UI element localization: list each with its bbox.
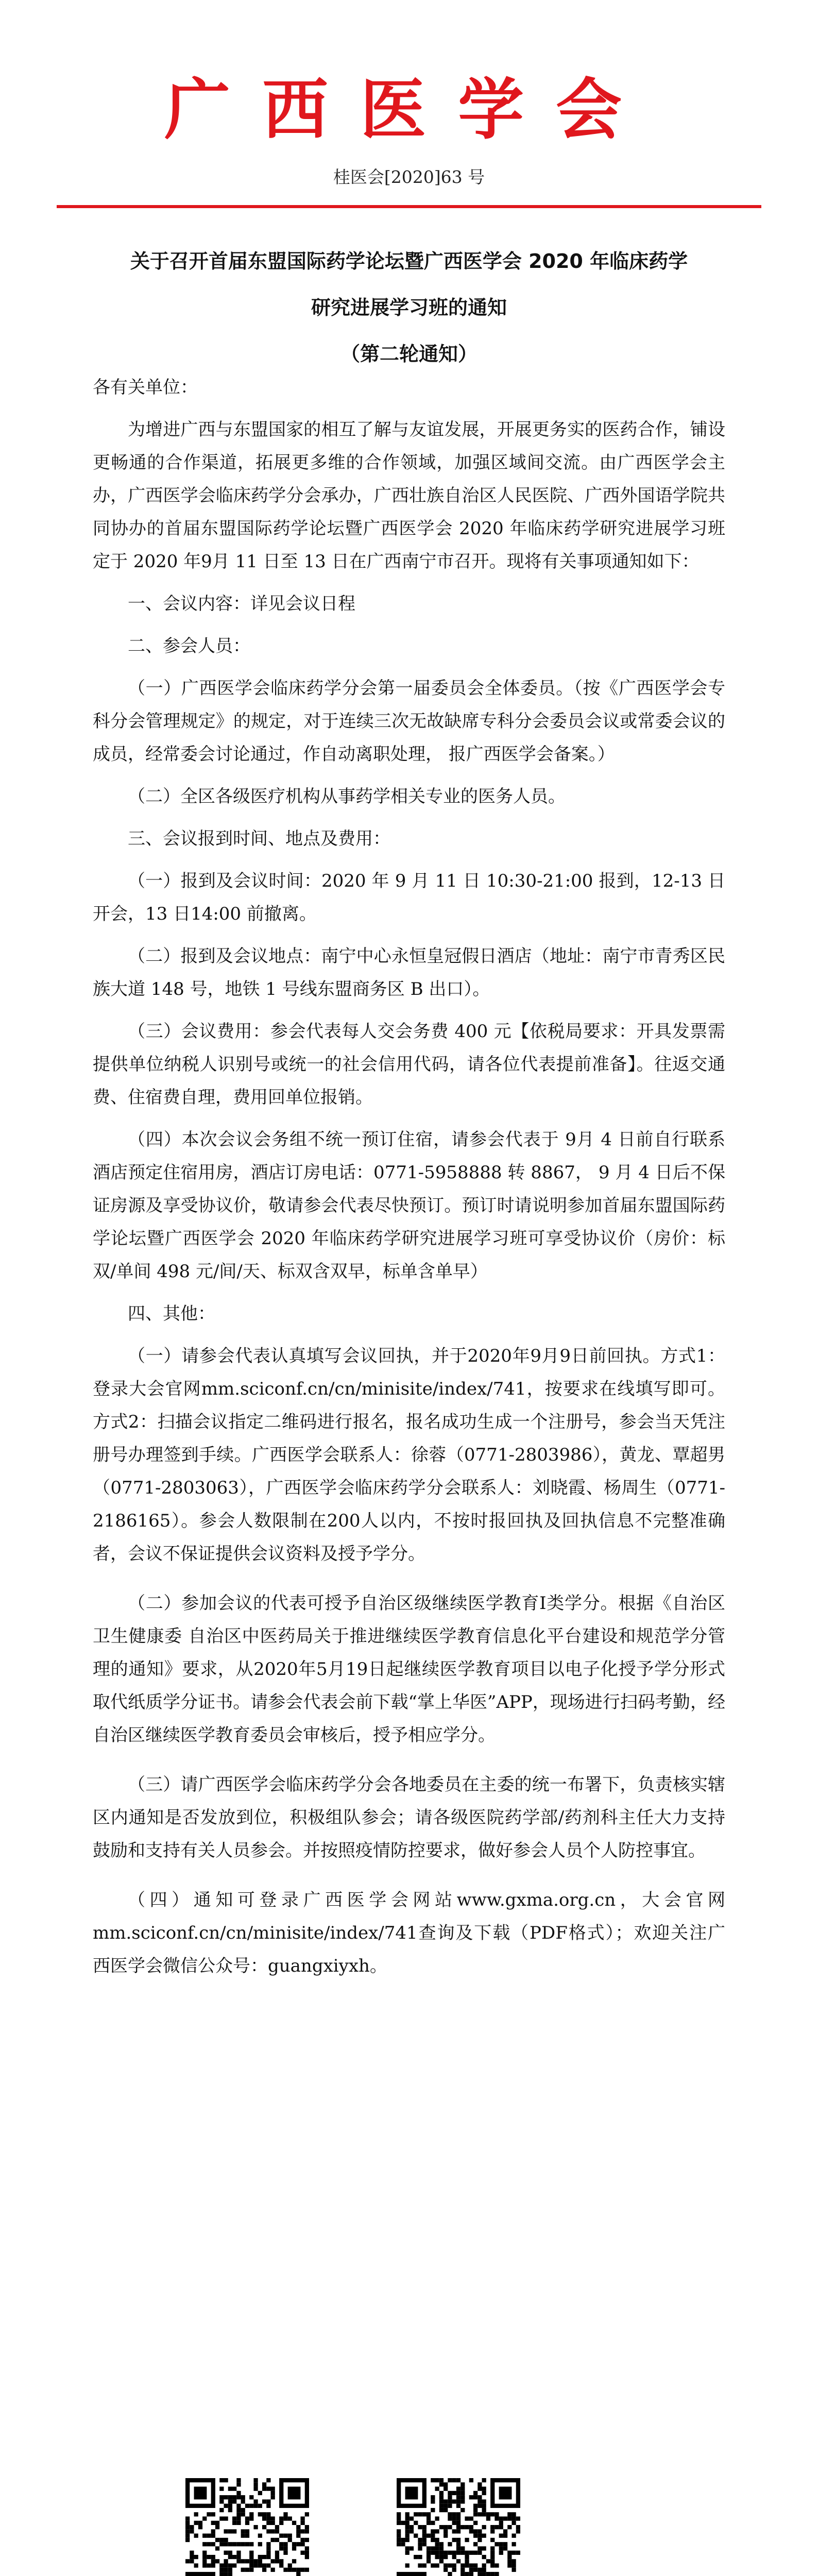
section-3-item-3: （三）会议费用：参会代表每人交会务费 400 元【依税局要求：开具发票需提供单位纳税人识别号或统一的社会信用代码，请各位代表提前准备】。往返交通费、住宿费自理，费用回单位报销。 <box>93 1021 725 1108</box>
red-divider <box>57 205 761 208</box>
section-3-item-1: （一）报到及会议时间：2020 年 9 月 11 日 10:30-21:00 报到，12-13 日开会，13 日14:00 前撤离。 <box>93 871 725 924</box>
title-line-3: （第二轮通知） <box>340 343 478 365</box>
document-number: 桂医会[2020]63 号 <box>333 167 485 187</box>
section-4-item-1: （一）请参会代表认真填写会议回执，并于2020年9月9日前回执。方式1：登录大会官网mm.sciconf.cn/cn/minisite/index/741，按要求在线填写即可。方式2：扫描会议指定二维码进行报名，报名成功生成一个注册号，参会当天凭注册号办理签到手续。广西医学会联系人：徐蓉（0771-2803986），黄龙、覃超男（0771-2803063），广西医学会临床药学分会联系人：刘晓霞、杨周生（0771-2186165）。参会人数限制在200人以内，不按时报回执及回执信息不完整准确者，会议不保证提供会议资料及授予学分。 <box>93 1346 725 1564</box>
title-line-1: 关于召开首届东盟国际药学论坛暨广西医学会 2020 年临床药学 <box>130 250 688 273</box>
wechat-qr-code[interactable] <box>397 2478 520 2576</box>
section-4-heading: 四、其他： <box>128 1303 215 1324</box>
registration-qr-block <box>170 2478 325 2576</box>
section-2-heading: 二、参会人员： <box>128 636 250 656</box>
section-2-item-1: （一）广西医学会临床药学分会第一届委员会全体委员。（按《广西医学会专科分会管理规定》的规定，对于连续三次无故缺席专科分会委员会议或常委会议的成员，经常委会讨论通过，作自动离职处理， 报广西医学会备案。） <box>93 678 725 765</box>
section-4-item-3: （三）请广西医学会临床药学分会各地委员在主委的统一布署下，负责核实辖区内通知是否发放到位，积极组队参会；请各级医院药学部/药剂科主任大力支持鼓励和支持有关人员参会。并按照疫情防控要求，做好参会人员个人防控事宜。 <box>93 1774 725 1861</box>
section-4-item-4: （四）通知可登录广西医学会网站www.gxma.org.cn，大会官网mm.sciconf.cn/cn/minisite/index/741查询及下载（PDF格式）；欢迎关注广西医学会微信公众号：guangxiyxh。 <box>93 1890 725 1976</box>
section-3-item-4: （四）本次会议会务组不统一预订住宿，请参会代表于 9月 4 日前自行联系酒店预定住宿用房，酒店订房电话：0771-5958888 转 8867， 9 月 4 日后不保证房源及享受协议价，敬请参会代表尽快预订。预订时请说明参加首届东盟国际药学论坛暨广西医学会 2020 年临床药学研究进展学习班可享受协议价（房价：标双/单间 498 元/间/天、标双含双早，标单含单早） <box>93 1129 725 1282</box>
notice-title <box>77 238 741 377</box>
section-1-heading: 一、会议内容：详见会议日程 <box>128 594 355 614</box>
section-3-item-2: （二）报到及会议地点：南宁中心永恒皇冠假日酒店（地址：南宁市青秀区民族大道 148 号，地铁 1 号线东盟商务区 B 出口）。 <box>93 946 725 999</box>
notice-body <box>93 371 725 1982</box>
section-2-item-2: （二）全区各级医疗机构从事药学相关专业的医务人员。 <box>128 786 566 807</box>
registration-qr-code[interactable] <box>185 2478 309 2576</box>
org-masthead: 广西医学会 <box>164 72 654 148</box>
section-4-item-2: （二）参加会议的代表可授予自治区级继续医学教育I类学分。根据《自治区卫生健康委 自治区中医药局关于推进继续医学教育信息化平台建设和规范学分管理的通知》要求，从2020年5月19日起继续医学教育项目以电子化授予学分形式取代纸质学分证书。请参会代表会前下载“掌上华医”APP，现场进行扫码考勤，经自治区继续医学教育委员会审核后，授予相应学分。 <box>93 1593 725 1745</box>
title-line-2: 研究进展学习班的通知 <box>311 296 507 319</box>
section-3-heading: 三、会议报到时间、地点及费用： <box>128 828 390 849</box>
wechat-qr-block <box>381 2478 536 2576</box>
salutation: 各有关单位： <box>93 377 198 398</box>
intro-paragraph: 为增进广西与东盟国家的相互了解与友谊发展，开展更务实的医药合作，铺设更畅通的合作渠道，拓展更多维的合作领域，加强区域间交流。由广西医学会主办，广西医学会临床药学分会承办，广西壮族自治区人民医院、广西外国语学院共同协办的首届东盟国际药学论坛暨广西医学会 2020 年临床药学研究进展学习班定于 2020 年9月 11 日至 13 日在广西南宁市召开。现将有关事项通知如下： <box>93 419 725 572</box>
